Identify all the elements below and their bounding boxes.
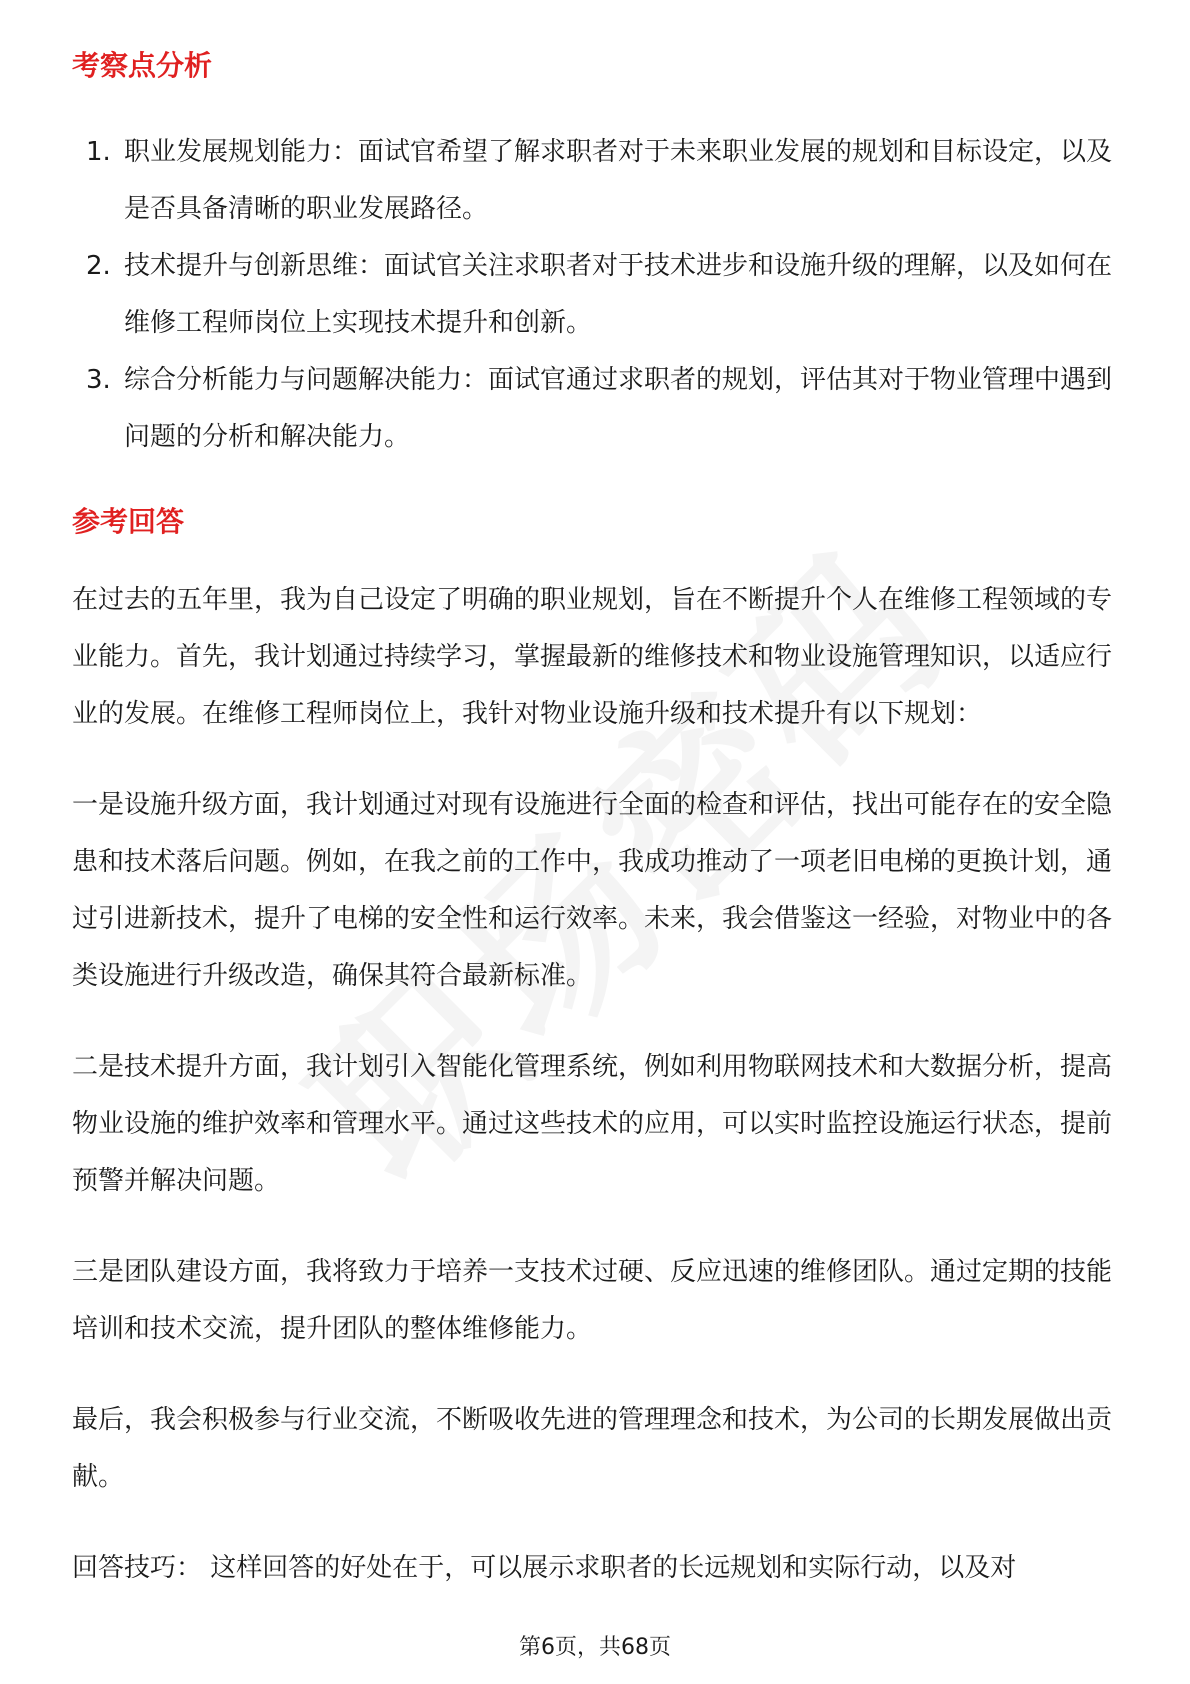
- list-item: [72, 124, 1122, 238]
- section-title-analysis: 考察点分析: [72, 49, 213, 82]
- answer-paragraph: 在过去的五年里，我为自己设定了明确的职业规划，旨在不断提升个人在维修工程领域的专业能力。首先，我计划通过持续学习，掌握最新的维修技术和物业设施管理知识，以适应行业的发展。在维修工程师岗位上，我针对物业设施升级和技术提升有以下规划：: [72, 585, 1113, 729]
- analysis-list: [72, 124, 1122, 466]
- answer-paragraph: 一是设施升级方面，我计划通过对现有设施进行全面的检查和评估，找出可能存在的安全隐患和技术落后问题。例如，在我之前的工作中，我成功推动了一项老旧电梯的更换计划，通过引进新技术，提升了电梯的安全性和运行效率。未来，我会借鉴这一经验，对物业中的各类设施进行升级改造，确保其符合最新标准。: [72, 790, 1113, 991]
- list-item-text: 技术提升与创新思维：面试官关注求职者对于技术进步和设施升级的理解，以及如何在维修工程师岗位上实现技术提升和创新。: [124, 251, 1113, 338]
- list-item: [72, 352, 1122, 466]
- answer-paragraph: 二是技术提升方面，我计划引入智能化管理系统，例如利用物联网技术和大数据分析，提高物业设施的维护效率和管理水平。通过这些技术的应用，可以实时监控设施运行状态，提前预警并解决问题。: [72, 1052, 1113, 1196]
- list-item-text: 综合分析能力与问题解决能力：面试官通过求职者的规划，评估其对于物业管理中遇到问题的分析和解决能力。: [124, 365, 1113, 452]
- answer-paragraph: 三是团队建设方面，我将致力于培养一支技术过硬、反应迅速的维修团队。通过定期的技能培训和技术交流，提升团队的整体维修能力。: [72, 1257, 1113, 1344]
- reference-answer: [72, 572, 1122, 1597]
- section-title-reference-answer: 参考回答: [72, 505, 185, 538]
- document-body: [72, 46, 1122, 1597]
- list-item-text: 职业发展规划能力：面试官希望了解求职者对于未来职业发展的规划和目标设定，以及是否具备清晰的职业发展路径。: [124, 137, 1113, 224]
- answer-paragraph: 最后，我会积极参与行业交流，不断吸收先进的管理理念和技术，为公司的长期发展做出贡献。: [72, 1405, 1113, 1492]
- answer-tips: 回答技巧： 这样回答的好处在于，可以展示求职者的长远规划和实际行动，以及对: [72, 1553, 1017, 1583]
- list-item-number: 2.: [86, 251, 111, 281]
- list-item-number: 3.: [86, 365, 111, 395]
- list-item-number: 1.: [86, 137, 111, 167]
- page-number: 第6页，共68页: [519, 1635, 671, 1660]
- list-item: [72, 238, 1122, 352]
